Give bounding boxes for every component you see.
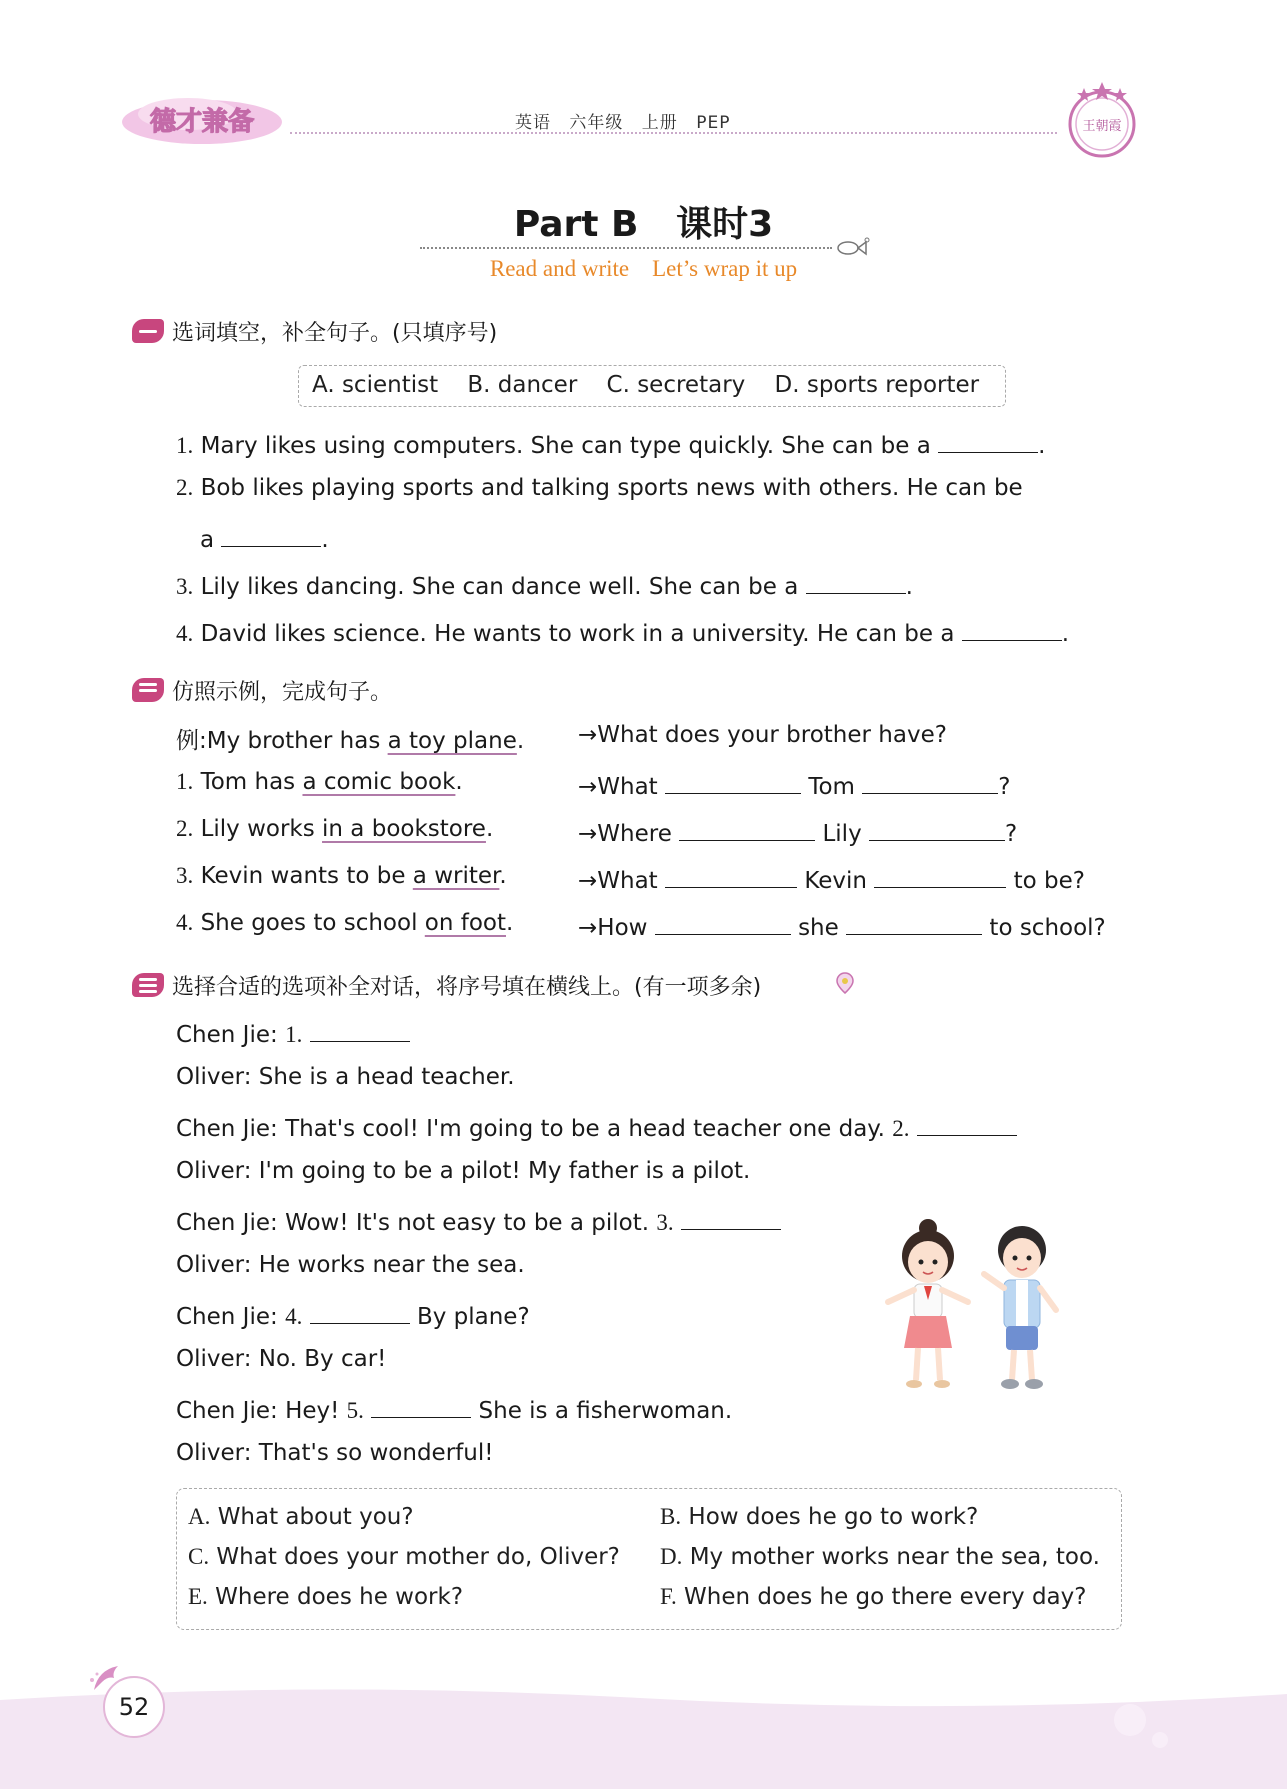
answer-blank[interactable] xyxy=(962,616,1062,641)
answer-blank[interactable] xyxy=(938,428,1038,453)
lesson-subtitle: Read and write Let’s wrap it up xyxy=(489,256,798,281)
s2-example: 例:My brother has a toy plane. xyxy=(176,728,525,754)
answer-blank[interactable] xyxy=(221,522,321,547)
s2-question-3: 3. Kevin wants to be a writer. xyxy=(176,863,507,889)
answer-blank[interactable] xyxy=(846,910,982,935)
dialogue-line-4: Oliver: I'm going to be a pilot! My father is a pilot. xyxy=(176,1158,751,1184)
section-2-title: 仿照示例，完成句子。 xyxy=(172,680,393,705)
section-3-title: 选择合适的选项补全对话，将序号填在横线上。(有一项多余) xyxy=(172,975,762,1000)
choice-a: A. What about you? xyxy=(188,1504,414,1530)
s2-answer-4: →How she to school? xyxy=(578,910,1106,941)
choice-e: E. Where does he work? xyxy=(188,1584,464,1610)
choice-d: D. My mother works near the sea, too. xyxy=(660,1544,1100,1570)
choice-f: F. When does he go there every day? xyxy=(660,1584,1087,1610)
answer-blank[interactable] xyxy=(665,769,801,794)
answer-blank[interactable] xyxy=(679,816,815,841)
dialogue-line-6: Oliver: He works near the sea. xyxy=(176,1252,525,1278)
answer-blank[interactable] xyxy=(862,769,998,794)
dialogue-line-2: Oliver: She is a head teacher. xyxy=(176,1064,515,1090)
kids-illustration xyxy=(880,1210,1070,1396)
brand-logo xyxy=(118,92,286,146)
s2-question-2: 2. Lily works in a bookstore. xyxy=(176,816,494,842)
s1-question-2: 2. Bob likes playing sports and talking sports news with others. He can be xyxy=(176,475,1023,501)
answer-blank[interactable] xyxy=(874,863,1006,888)
section-2-badge xyxy=(132,678,164,702)
header-info: 英语 六年级 上册 PEP xyxy=(515,113,731,133)
dialogue-line-1: Chen Jie: 1. xyxy=(176,1017,410,1048)
seal-text: 王朝霞 xyxy=(1082,119,1122,134)
s1-question-3: 3. Lily likes dancing. She can dance well. She can be a . xyxy=(176,569,913,600)
answer-blank[interactable] xyxy=(655,910,791,935)
choice-b: B. How does he go to work? xyxy=(660,1504,979,1530)
answer-blank[interactable] xyxy=(310,1017,410,1042)
page-number: 52 xyxy=(103,1676,165,1738)
dialogue-line-9: Chen Jie: Hey! 5. She is a fisherwoman. xyxy=(176,1393,732,1424)
s2-example-answer: →What does your brother have? xyxy=(578,722,947,748)
answer-blank[interactable] xyxy=(665,863,797,888)
title-divider xyxy=(420,247,832,249)
s2-answer-3: →What Kevin to be? xyxy=(578,863,1085,894)
section-1-title: 选词填空，补全句子。(只填序号) xyxy=(172,321,498,346)
s2-question-4: 4. She goes to school on foot. xyxy=(176,910,514,936)
word-options: A. scientist B. dancer C. secretary D. sports reporter xyxy=(312,372,980,398)
s2-answer-2: →Where Lily ? xyxy=(578,816,1017,847)
fish-icon xyxy=(834,236,870,258)
s1-question-4: 4. David likes science. He wants to work in a university. He can be a . xyxy=(176,616,1069,647)
s2-question-1: 1. Tom has a comic book. xyxy=(176,769,463,795)
dialogue-line-3: Chen Jie: That's cool! I'm going to be a head teacher one day. 2. xyxy=(176,1111,1017,1142)
choice-c: C. What does your mother do, Oliver? xyxy=(188,1544,620,1570)
brand-logo-text: 德才兼备 xyxy=(149,107,255,137)
dialogue-line-8: Oliver: No. By car! xyxy=(176,1346,387,1372)
s1-question-2-cont: a . xyxy=(200,522,329,553)
answer-blank[interactable] xyxy=(869,816,1005,841)
dialogue-line-7: Chen Jie: 4. By plane? xyxy=(176,1299,530,1330)
answer-blank[interactable] xyxy=(917,1111,1017,1136)
answer-blank[interactable] xyxy=(806,569,906,594)
answer-blank[interactable] xyxy=(310,1299,410,1324)
footer-wave xyxy=(0,1680,1287,1789)
s1-question-1: 1. Mary likes using computers. She can type quickly. She can be a . xyxy=(176,428,1045,459)
dialogue-line-10: Oliver: That's so wonderful! xyxy=(176,1440,494,1466)
section-3-badge xyxy=(132,973,164,997)
dialogue-line-5: Chen Jie: Wow! It's not easy to be a pilot. 3. xyxy=(176,1205,781,1236)
page-title: Part B 课时3 xyxy=(513,204,774,245)
answer-blank[interactable] xyxy=(371,1393,471,1418)
location-pin-icon xyxy=(836,972,854,994)
section-1-badge xyxy=(132,319,164,343)
s2-answer-1: →What Tom ? xyxy=(578,769,1010,800)
publisher-seal xyxy=(1062,78,1142,162)
answer-blank[interactable] xyxy=(681,1205,781,1230)
